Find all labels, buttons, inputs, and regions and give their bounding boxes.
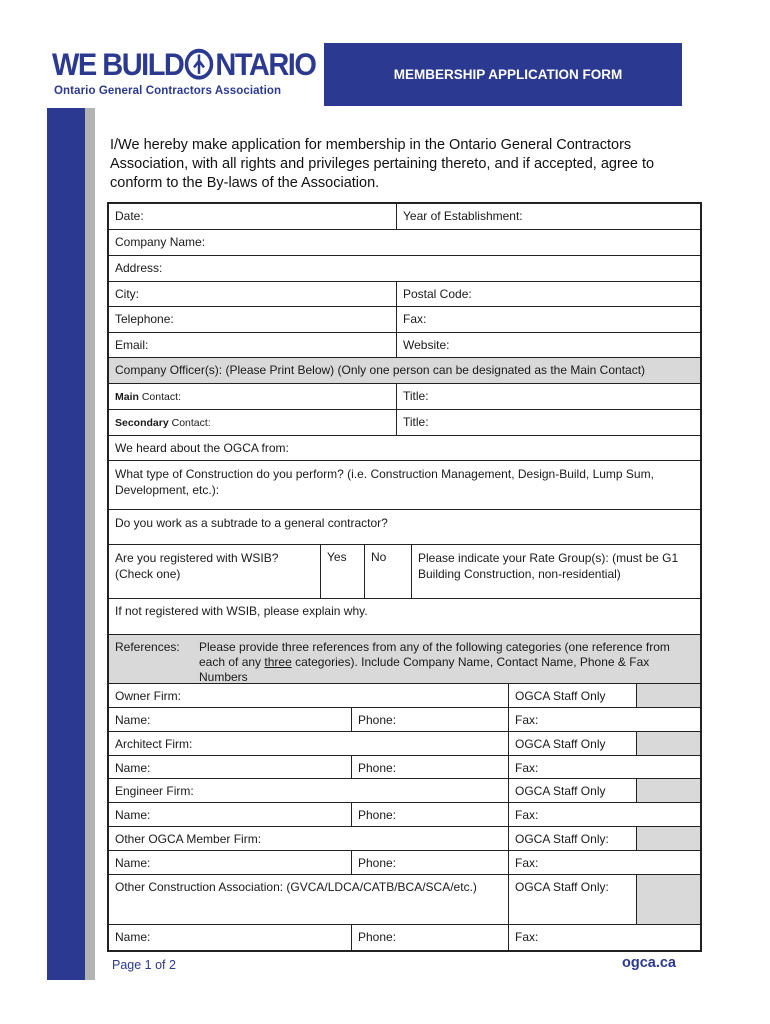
secondary-contact-label: Contact: [168,417,211,429]
ogca-logo [52,48,317,104]
architect-staff-box [637,732,700,755]
main-contact-title-field[interactable]: Title: [403,389,429,403]
architect-name-field[interactable]: Name: [109,756,352,778]
row-subtrade [109,510,700,545]
officers-header: Company Officer(s): (Please Print Below) (Only one person can be designated as the Main Contact) [115,363,646,377]
other-member-phone-field[interactable]: Phone: [352,851,509,874]
form-title-banner [324,43,682,106]
references-text-1: Please provide three references from any of the following categories (one reference from each of any [199,640,670,669]
engineer-name-field[interactable]: Name: [109,803,352,826]
row-email [109,333,700,358]
other-member-name-field[interactable]: Name: [109,851,352,874]
row-wsib-explain [109,599,700,635]
application-form [107,202,702,952]
website-field[interactable]: Website: [403,338,450,352]
fax-field[interactable]: Fax: [403,312,427,326]
wsib-yes-checkbox[interactable]: Yes [321,545,365,598]
other-association-staff-label: OGCA Staff Only: [509,875,637,924]
logo-wordmark: WE BUILD NTARIO [52,48,316,83]
secondary-contact-label-bold: Secondary [115,417,169,429]
engineer-staff-box [637,779,700,802]
row-secondary-contact [109,410,700,436]
logo-o-mark-icon [184,48,214,80]
construction-type-field[interactable]: What type of Construction do you perform? (i.e. Construction Management, Design-Build, Lump Sum, Development, etc.): [115,467,654,497]
architect-firm-field[interactable]: Architect Firm: [109,732,509,755]
form-title: MEMBERSHIP APPLICATION FORM [393,67,623,82]
engineer-staff-label: OGCA Staff Only [509,779,637,802]
secondary-contact-title-field[interactable]: Title: [403,415,429,429]
other-association-field[interactable]: Other Construction Association: (GVCA/LDCA/CATB/BCA/SCA/etc.) [109,875,509,924]
heard-about-field[interactable]: We heard about the OGCA from: [115,441,289,455]
row-architect-firm [109,732,700,756]
logo-subtitle: Ontario General Contractors Association [54,85,282,97]
row-owner-firm [109,684,700,708]
wsib-question: Are you registered with WSIB? (Check one) [109,545,321,598]
email-field[interactable]: Email: [109,333,397,357]
main-contact-field[interactable] [109,384,397,409]
row-telephone [109,307,700,333]
left-accent-bar [47,108,85,980]
wsib-no-checkbox[interactable]: No [365,545,412,598]
left-accent-stripe [85,108,95,980]
telephone-field[interactable]: Telephone: [109,307,397,332]
architect-fax-field[interactable]: Fax: [515,761,539,775]
other-association-fax-field[interactable]: Fax: [515,930,539,944]
row-engineer-firm [109,779,700,803]
row-company [109,230,700,256]
other-association-name-field[interactable]: Name: [109,925,352,950]
row-owner-contact [109,708,700,732]
other-member-fax-field[interactable]: Fax: [515,856,539,870]
engineer-firm-field[interactable]: Engineer Firm: [109,779,509,802]
page-number: Page 1 of 2 [112,958,176,972]
intro-paragraph: I/We hereby make application for membership in the Ontario General Contractors Association, with all rights and privileges pertaining thereto, and if accepted, agree to conform to the By-laws of the Association. [110,137,655,191]
other-member-staff-label: OGCA Staff Only: [509,827,637,850]
owner-staff-box [637,684,700,707]
row-date [109,204,700,230]
company-name-field[interactable]: Company Name: [115,235,206,249]
owner-fax-field[interactable]: Fax: [515,713,539,727]
main-contact-label-bold: Main [115,391,139,403]
owner-name-field[interactable]: Name: [109,708,352,731]
other-member-staff-box [637,827,700,850]
row-references-header [109,635,700,684]
other-association-phone-field[interactable]: Phone: [352,925,509,950]
row-other-association [109,875,700,925]
architect-phone-field[interactable]: Phone: [352,756,509,778]
row-main-contact [109,384,700,410]
subtrade-field[interactable]: Do you work as a subtrade to a general contractor? [115,516,388,530]
references-label: References: [115,640,180,654]
secondary-contact-field[interactable] [109,410,397,435]
row-wsib [109,545,700,599]
address-field[interactable]: Address: [115,261,163,275]
row-officers-header [109,358,700,384]
wsib-explain-field[interactable]: If not registered with WSIB, please explain why. [115,604,368,618]
row-other-association-contact [109,925,700,950]
other-association-staff-box [637,875,700,924]
postal-code-field[interactable]: Postal Code: [403,287,472,301]
engineer-phone-field[interactable]: Phone: [352,803,509,826]
row-architect-contact [109,756,700,779]
date-field[interactable]: Date: [109,204,397,229]
row-address [109,256,700,282]
row-engineer-contact [109,803,700,827]
year-established-field[interactable]: Year of Establishment: [403,209,523,223]
city-field[interactable]: City: [109,282,397,306]
owner-staff-label: OGCA Staff Only [509,684,637,707]
main-contact-label: Contact: [138,391,181,403]
other-member-firm-field[interactable]: Other OGCA Member Firm: [109,827,509,850]
references-instructions [199,635,700,683]
owner-firm-field[interactable]: Owner Firm: [109,684,509,707]
references-text-underline: three [264,655,292,669]
row-other-member-firm [109,827,700,851]
website-link[interactable]: ogca.ca [622,955,676,971]
row-construction-type [109,461,700,510]
engineer-fax-field[interactable]: Fax: [515,808,539,822]
architect-staff-label: OGCA Staff Only [509,732,637,755]
references-text-2: categories). Include Company Name, Contact Name, Phone & Fax Numbers [199,655,650,683]
row-city [109,282,700,307]
rate-group-field[interactable]: Please indicate your Rate Group(s): (must be G1 Building Construction, non-residential) [418,551,679,581]
row-other-member-contact [109,851,700,875]
owner-phone-field[interactable]: Phone: [352,708,509,731]
row-heard-about [109,436,700,461]
